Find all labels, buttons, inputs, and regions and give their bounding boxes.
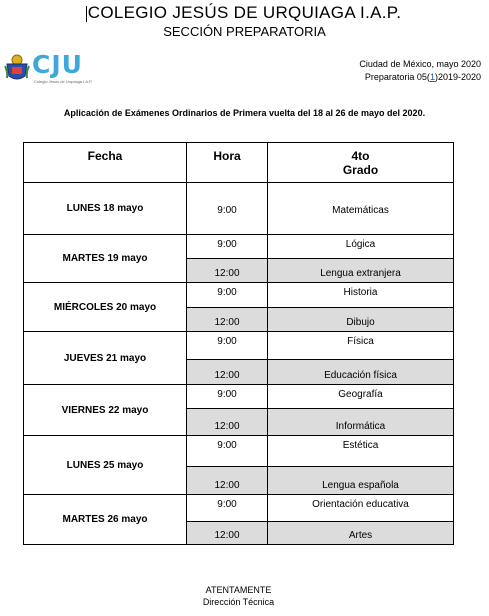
col-fecha: Fecha <box>24 143 187 183</box>
time-cell: 9:00 <box>187 235 268 259</box>
time-cell: 12:00 <box>187 522 268 545</box>
time-cell: 12:00 <box>187 409 268 436</box>
ref-suffix: )2019-2020 <box>434 72 481 82</box>
subject-cell: Física <box>268 332 454 360</box>
table-row <box>24 436 454 467</box>
day-cell: MIÉRCOLES 20 mayo <box>24 283 187 332</box>
subject-cell: Artes <box>268 522 454 545</box>
time-cell: 12:00 <box>187 360 268 385</box>
footer-closing: ATENTAMENTE <box>205 585 272 595</box>
col-hora: Hora <box>187 143 268 183</box>
day-cell: LUNES 25 mayo <box>24 436 187 495</box>
school-logo <box>4 50 94 86</box>
exam-schedule-table <box>23 142 454 545</box>
subject-cell: Lógica <box>268 235 454 259</box>
day-cell: MARTES 19 mayo <box>24 235 187 283</box>
place-date: Ciudad de México, mayo 2020 <box>359 59 481 69</box>
footer-signature: Dirección Técnica <box>202 597 275 607</box>
table-row <box>24 332 454 360</box>
exam-heading: Aplicación de Exámenes Ordinarios de Primera vuelta del 18 al 26 de mayo del 2020. <box>63 108 426 118</box>
logo-caption: Colegio Jesús de Urquiaga I.A.P. <box>34 79 93 84</box>
col-grado <box>268 143 454 183</box>
ref-mid: 1 <box>429 72 435 82</box>
schedule-body <box>24 183 454 545</box>
day-cell: VIERNES 22 mayo <box>24 385 187 436</box>
subject-cell: Lengua extranjera <box>268 259 454 283</box>
school-title: COLEGIO JESÚS DE URQUIAGA I.A.P. <box>87 3 402 22</box>
subject-cell: Orientación educativa <box>268 495 454 522</box>
subject-cell: Historia <box>268 283 454 308</box>
time-cell: 9:00 <box>187 332 268 360</box>
table-row <box>24 183 454 235</box>
time-cell: 9:00 <box>187 385 268 409</box>
subject-cell: Estética <box>268 436 454 467</box>
subject-cell: Lengua española <box>268 467 454 495</box>
subject-cell: Matemáticas <box>268 183 454 235</box>
table-row <box>24 495 454 522</box>
ref-prefix: Preparatoria 05( <box>364 72 430 82</box>
crest-icon <box>4 52 30 82</box>
logo-text: CJU <box>32 50 83 79</box>
time-cell: 12:00 <box>187 308 268 332</box>
table-row <box>24 235 454 259</box>
day-cell: JUEVES 21 mayo <box>24 332 187 385</box>
day-cell: LUNES 18 mayo <box>24 183 187 235</box>
table-row <box>24 385 454 409</box>
time-cell: 9:00 <box>187 495 268 522</box>
subject-cell: Dibujo <box>268 308 454 332</box>
section-subtitle: SECCIÓN PREPARATORIA <box>163 24 326 39</box>
day-cell: MARTES 26 mayo <box>24 495 187 545</box>
table-header-row <box>24 143 454 183</box>
document-reference <box>365 72 481 82</box>
time-cell: 9:00 <box>187 436 268 467</box>
time-cell: 9:00 <box>187 283 268 308</box>
col-grado-line1: 4to <box>351 149 370 163</box>
time-cell: 12:00 <box>187 259 268 283</box>
subject-cell: Educación física <box>268 360 454 385</box>
col-grado-line2: Grado <box>342 163 379 177</box>
time-cell: 12:00 <box>187 467 268 495</box>
table-row <box>24 283 454 308</box>
subject-cell: Informática <box>268 409 454 436</box>
subject-cell: Geografía <box>268 385 454 409</box>
time-cell: 9:00 <box>187 183 268 235</box>
